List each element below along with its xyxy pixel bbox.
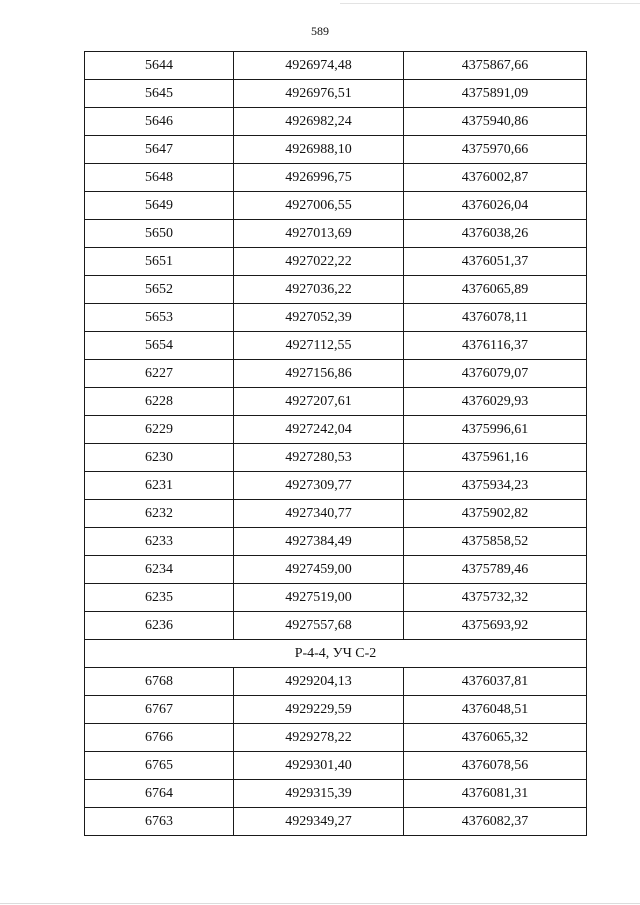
table-row (85, 220, 587, 248)
table-row (85, 500, 587, 528)
table-row (85, 52, 587, 80)
x-coordinate-cell: 4929301,40 (234, 752, 404, 780)
table-row (85, 752, 587, 780)
x-coordinate-cell: 4927013,69 (234, 220, 404, 248)
scan-edge-top (340, 3, 640, 4)
point-number-cell: 5652 (85, 276, 234, 304)
y-coordinate-cell: 4375902,82 (404, 500, 587, 528)
x-coordinate-cell: 4927156,86 (234, 360, 404, 388)
y-coordinate-cell: 4376081,31 (404, 780, 587, 808)
y-coordinate-cell: 4375996,61 (404, 416, 587, 444)
table-row (85, 360, 587, 388)
point-number-cell: 6229 (85, 416, 234, 444)
table-row (85, 276, 587, 304)
y-coordinate-cell: 4376065,32 (404, 724, 587, 752)
point-number-cell: 6228 (85, 388, 234, 416)
point-number-cell: 6232 (85, 500, 234, 528)
table-row (85, 696, 587, 724)
x-coordinate-cell: 4927557,68 (234, 612, 404, 640)
point-number-cell: 5647 (85, 136, 234, 164)
x-coordinate-cell: 4927036,22 (234, 276, 404, 304)
coordinates-table-body-b (85, 668, 587, 836)
x-coordinate-cell: 4927280,53 (234, 444, 404, 472)
x-coordinate-cell: 4929204,13 (234, 668, 404, 696)
table-row (85, 808, 587, 836)
point-number-cell: 5644 (85, 52, 234, 80)
y-coordinate-cell: 4376116,37 (404, 332, 587, 360)
point-number-cell: 6230 (85, 444, 234, 472)
point-number-cell: 6233 (85, 528, 234, 556)
table-row (85, 248, 587, 276)
page-number: 589 (311, 24, 329, 38)
table-row (85, 304, 587, 332)
table-row (85, 472, 587, 500)
x-coordinate-cell: 4927242,04 (234, 416, 404, 444)
point-number-cell: 6763 (85, 808, 234, 836)
coordinates-table-body-a (85, 52, 587, 640)
y-coordinate-cell: 4376082,37 (404, 808, 587, 836)
point-number-cell: 5653 (85, 304, 234, 332)
table-row (85, 164, 587, 192)
section-header-row (85, 640, 587, 668)
point-number-cell: 6231 (85, 472, 234, 500)
point-number-cell: 6235 (85, 584, 234, 612)
y-coordinate-cell: 4376065,89 (404, 276, 587, 304)
y-coordinate-cell: 4375693,92 (404, 612, 587, 640)
y-coordinate-cell: 4376078,56 (404, 752, 587, 780)
table-row (85, 584, 587, 612)
point-number-cell: 6768 (85, 668, 234, 696)
table-row (85, 612, 587, 640)
table-row (85, 556, 587, 584)
y-coordinate-cell: 4375970,66 (404, 136, 587, 164)
point-number-cell: 6767 (85, 696, 234, 724)
x-coordinate-cell: 4926982,24 (234, 108, 404, 136)
y-coordinate-cell: 4376029,93 (404, 388, 587, 416)
section-header-group (85, 640, 587, 668)
table-row (85, 416, 587, 444)
table-row (85, 332, 587, 360)
point-number-cell: 6236 (85, 612, 234, 640)
point-number-cell: 6764 (85, 780, 234, 808)
table-row (85, 388, 587, 416)
y-coordinate-cell: 4376079,07 (404, 360, 587, 388)
x-coordinate-cell: 4926996,75 (234, 164, 404, 192)
y-coordinate-cell: 4375940,86 (404, 108, 587, 136)
point-number-cell: 6234 (85, 556, 234, 584)
y-coordinate-cell: 4376038,26 (404, 220, 587, 248)
x-coordinate-cell: 4927006,55 (234, 192, 404, 220)
x-coordinate-cell: 4927112,55 (234, 332, 404, 360)
y-coordinate-cell: 4375867,66 (404, 52, 587, 80)
point-number-cell: 5651 (85, 248, 234, 276)
y-coordinate-cell: 4376026,04 (404, 192, 587, 220)
point-number-cell: 5650 (85, 220, 234, 248)
point-number-cell: 5649 (85, 192, 234, 220)
table-row (85, 108, 587, 136)
y-coordinate-cell: 4376048,51 (404, 696, 587, 724)
y-coordinate-cell: 4376051,37 (404, 248, 587, 276)
y-coordinate-cell: 4375789,46 (404, 556, 587, 584)
x-coordinate-cell: 4926974,48 (234, 52, 404, 80)
coordinates-table (84, 51, 587, 836)
point-number-cell: 5646 (85, 108, 234, 136)
y-coordinate-cell: 4375732,32 (404, 584, 587, 612)
y-coordinate-cell: 4375891,09 (404, 80, 587, 108)
point-number-cell: 6766 (85, 724, 234, 752)
scan-edge-bottom (0, 903, 640, 904)
section-title: Р-4-4, УЧ С-2 (85, 640, 587, 668)
x-coordinate-cell: 4927384,49 (234, 528, 404, 556)
point-number-cell: 6227 (85, 360, 234, 388)
x-coordinate-cell: 4927459,00 (234, 556, 404, 584)
table-row (85, 192, 587, 220)
table-row (85, 444, 587, 472)
x-coordinate-cell: 4929315,39 (234, 780, 404, 808)
x-coordinate-cell: 4929349,27 (234, 808, 404, 836)
x-coordinate-cell: 4927022,22 (234, 248, 404, 276)
point-number-cell: 6765 (85, 752, 234, 780)
x-coordinate-cell: 4926976,51 (234, 80, 404, 108)
x-coordinate-cell: 4929278,22 (234, 724, 404, 752)
y-coordinate-cell: 4376078,11 (404, 304, 587, 332)
table-row (85, 80, 587, 108)
y-coordinate-cell: 4375858,52 (404, 528, 587, 556)
x-coordinate-cell: 4927207,61 (234, 388, 404, 416)
y-coordinate-cell: 4375961,16 (404, 444, 587, 472)
x-coordinate-cell: 4926988,10 (234, 136, 404, 164)
y-coordinate-cell: 4375934,23 (404, 472, 587, 500)
table-row (85, 668, 587, 696)
y-coordinate-cell: 4376037,81 (404, 668, 587, 696)
x-coordinate-cell: 4929229,59 (234, 696, 404, 724)
point-number-cell: 5654 (85, 332, 234, 360)
table-row (85, 724, 587, 752)
table-row (85, 780, 587, 808)
x-coordinate-cell: 4927052,39 (234, 304, 404, 332)
x-coordinate-cell: 4927519,00 (234, 584, 404, 612)
table-row (85, 528, 587, 556)
y-coordinate-cell: 4376002,87 (404, 164, 587, 192)
table-row (85, 136, 587, 164)
x-coordinate-cell: 4927309,77 (234, 472, 404, 500)
point-number-cell: 5645 (85, 80, 234, 108)
x-coordinate-cell: 4927340,77 (234, 500, 404, 528)
point-number-cell: 5648 (85, 164, 234, 192)
